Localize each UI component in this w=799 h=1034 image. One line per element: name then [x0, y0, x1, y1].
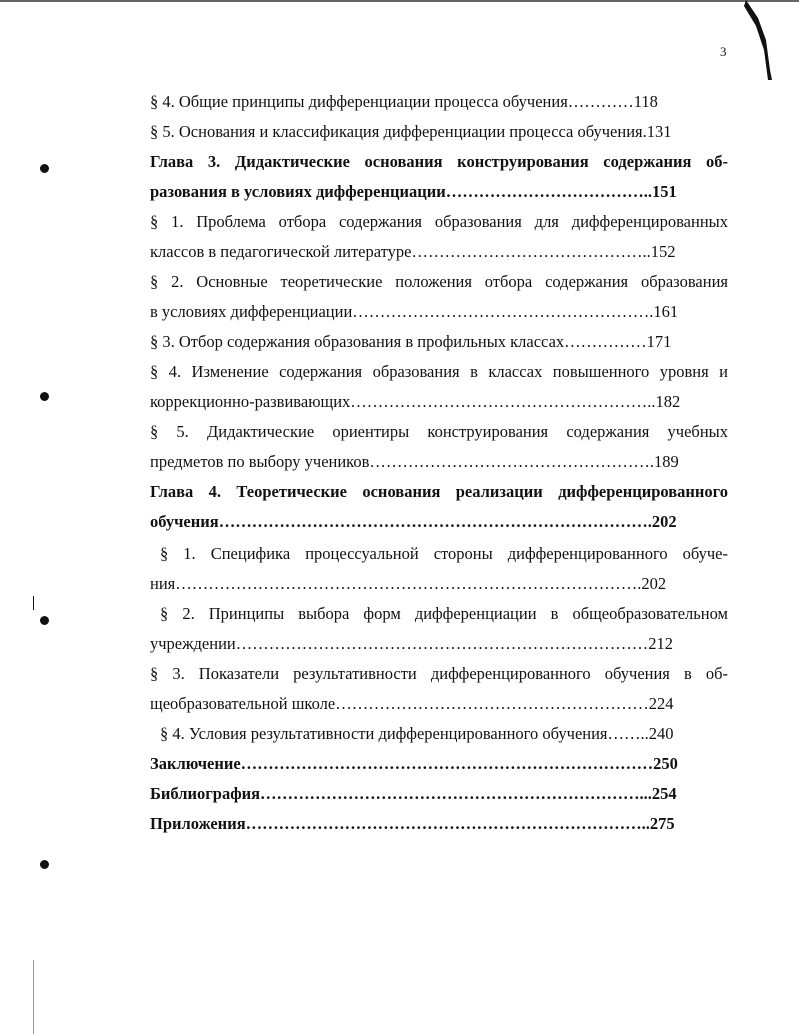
- toc-line: коррекционно-развивающих………………………………………………..182: [150, 392, 681, 411]
- toc-chapter-heading: обучения…………………………………………………………………….202: [150, 512, 677, 531]
- toc-chapter-heading: Глава 4. Теоретические основания реализации дифференцированного: [150, 482, 728, 501]
- page-number: 3: [720, 44, 727, 59]
- toc-line: § 3. Показатели результативности дифференцированного обучения в об-: [150, 664, 728, 683]
- toc-line: в условиях дифференциации……………………………………………….161: [150, 302, 679, 321]
- toc-conclusion: Заключение…………………………………………………………………250: [150, 754, 678, 773]
- toc-line: § 5. Основания и классификация дифференциации процесса обучения.131: [150, 122, 672, 141]
- toc-line: § 1. Специфика процессуальной стороны дифференцированного обуче-: [160, 544, 728, 563]
- toc-line: § 5. Дидактические ориентиры конструирования содержания учебных: [150, 422, 728, 441]
- toc-line: классов в педагогической литературе……………………………………..152: [150, 242, 676, 261]
- toc-line: ния………………………………………………………………………….202: [150, 574, 667, 593]
- toc-line: щеобразовательной школе…………………………………………………224: [150, 694, 674, 713]
- toc-line: § 4. Изменение содержания образования в классах повышенного уровня и: [150, 362, 728, 381]
- toc-line: учреждении…………………………………………………………………212: [150, 634, 673, 653]
- toc-appendices: Приложения………………………………………………………………..275: [150, 814, 675, 833]
- toc-chapter-heading: разования в условиях дифференциации………………………………..151: [150, 182, 677, 201]
- toc-line: § 4. Условия результативности дифференцированного обучения……..240: [160, 724, 674, 743]
- toc-chapter-heading: Глава 3. Дидактические основания конструирования содержания об-: [150, 152, 728, 171]
- toc-bibliography: Библиография……………………………………………………………...254: [150, 784, 677, 803]
- toc-line: § 1. Проблема отбора содержания образования для дифференцированных: [150, 212, 728, 231]
- toc-line: § 3. Отбор содержания образования в профильных классах……………171: [150, 332, 672, 351]
- toc-line: предметов по выбору учеников…………………………………………….189: [150, 452, 679, 471]
- toc-line: § 2. Основные теоретические положения отбора содержания образования: [150, 272, 728, 291]
- toc-line: § 4. Общие принципы дифференциации процесса обучения…………118: [150, 92, 658, 111]
- toc-line: § 2. Принципы выбора форм дифференциации в общеобразовательном: [160, 604, 728, 623]
